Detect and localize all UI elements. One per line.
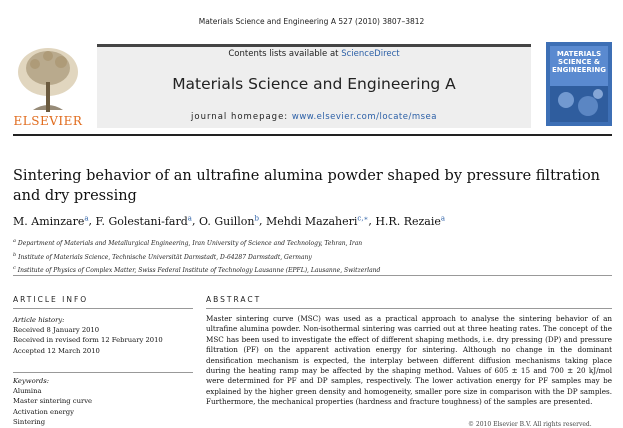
keyword: Sintering [13, 417, 46, 426]
article-info-rule [13, 308, 193, 309]
author[interactable]: M. Aminzare$^a$ [13, 214, 89, 228]
affiliations [13, 236, 613, 277]
copyright-line: © 2010 Elsevier B.V. All rights reserved. [468, 421, 592, 428]
cover-line-1: MATERIALS [556, 50, 602, 58]
affiliation: $^a$ Department of Materials and Metallurgical Engineering, Iran University of Science and Technology, Tehran, Iran [13, 238, 363, 247]
received-date: Received 8 January 2010 [13, 326, 100, 335]
elsevier-wordmark: ELSEVIER [13, 114, 83, 128]
journal-cover [546, 42, 612, 126]
elsevier-logo [13, 42, 83, 128]
author[interactable]: H.R. Rezaie$^a$ [375, 214, 446, 228]
sciencedirect-link[interactable]: ScienceDirect [341, 49, 400, 59]
header-divider [13, 134, 612, 136]
keyword: Alumina [13, 387, 42, 396]
journal-title: Materials Science and Engineering A [172, 75, 456, 93]
abstract-rule [206, 308, 612, 309]
journal-header [97, 44, 531, 128]
section-divider [13, 275, 612, 276]
abstract-text: Master sintering curve (MSC) was used as a practical approach to analyse the sintering behavior of an ultrafine alumina powder. Non-isothermal sintering was carried out at three heating rates. The concept of the MSC has been used to investigate the effect of different shaping methods, i.e. dry pressing (DP) and pressure filtration (PF) on the apparent activation energy for sintering. Although no change in the dominant densification mechanism is expected, the interplay between different diffusion mechanisms taking place during the heating ramp may be affected by the shaping method. Values of 605 ± 15 and 700 ± 20 kJ/mol were determined for PF and DP samples, respectively. The lower activation energy for PF samples may be explained by the higher green density and homogeneity, smaller pore size in comparison with the DP samples. Furthermore, the mechanical properties (hardness and fracture toughness) of the samples are presented. [206, 314, 612, 407]
article-info-heading: ARTICLE INFO [13, 295, 89, 304]
author[interactable]: Mehdi Mazaheri$^{c,∗}$ [265, 214, 369, 228]
contents-line: Contents lists available at ScienceDirect [228, 49, 400, 59]
accepted-date: Accepted 12 March 2010 [13, 346, 100, 355]
keywords-label: Keywords: [13, 377, 50, 385]
author-list: M. Aminzare$^a$, F. Golestani-fard$^a$, O. Guillon$^b$, Mehdi Mazaheri$^{c,∗}$, H.R. Rezaie$^a$ [13, 214, 446, 228]
keyword: Activation energy [13, 407, 74, 416]
affiliation: $^b$ Institute of Materials Science, Technische Universität Darmstadt, D-64287 Darmstadt, Germany [13, 251, 312, 261]
keywords [13, 376, 193, 427]
cover-line-2: SCIENCE & [558, 58, 600, 66]
affiliation: $^c$ Institute of Physics of Complex Matter, Swiss Federal Institute of Technology Lausanne (EPFL), Lausanne, Switzerland [13, 265, 381, 274]
abstract-heading: ABSTRACT [206, 295, 262, 304]
article-title: Sintering behavior of an ultrafine alumina powder shaped by pressure filtration and dry pressing [13, 168, 601, 204]
journal-homepage: journal homepage: www.elsevier.com/locate/msea [191, 112, 437, 122]
revised-date: Received in revised form 12 February 2010 [13, 336, 163, 345]
cover-line-3: ENGINEERING [551, 66, 606, 74]
keywords-rule [13, 372, 193, 373]
author[interactable]: F. Golestani-fard$^a$ [95, 214, 192, 228]
author[interactable]: O. Guillon$^b$ [198, 214, 259, 228]
history-label: Article history: [13, 316, 65, 324]
journal-citation: Materials Science and Engineering A 527 (2010) 3807–3812 [198, 17, 425, 26]
keyword: Master sintering curve [13, 397, 93, 406]
homepage-link[interactable]: www.elsevier.com/locate/msea [291, 112, 437, 122]
article-history [13, 315, 193, 356]
